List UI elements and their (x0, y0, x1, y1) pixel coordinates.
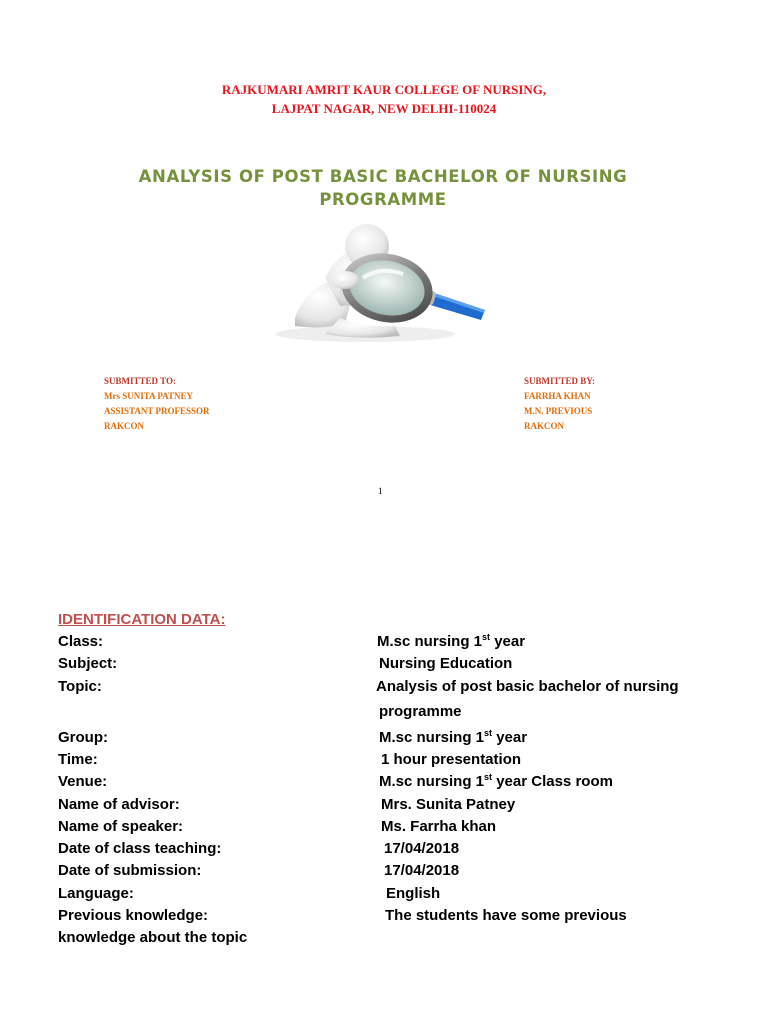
submitted-by-name: FARRHA KHAN (524, 391, 591, 401)
language-label: Language: (58, 885, 134, 902)
speaker-value: Ms. Farrha khan (381, 818, 497, 835)
identification-heading: IDENTIFICATION DATA: (58, 611, 226, 628)
submission-date-value: 17/04/2018 (384, 862, 460, 879)
college-name: RAJKUMARI AMRIT KAUR COLLEGE OF NURSING, (221, 82, 547, 97)
submitted-to-block (104, 374, 209, 434)
group-value: M.sc nursing 1st year (379, 728, 528, 746)
time-label: Time: (58, 751, 98, 768)
venue-label: Venue: (58, 773, 108, 790)
submitted-to-heading: SUBMITTED TO: (104, 376, 176, 386)
topic-value-line1: Analysis of post basic bachelor of nursing (376, 678, 679, 695)
venue-value: M.sc nursing 1st year Class room (379, 772, 613, 790)
topic-label: Topic: (58, 678, 102, 695)
teaching-date-label: Date of class teaching: (58, 840, 222, 857)
time-value: 1 hour presentation (381, 751, 522, 768)
submitted-by-heading: SUBMITTED BY: (524, 376, 595, 386)
previous-knowledge-value-continued: knowledge about the topic (58, 929, 248, 946)
teaching-date-value: 17/04/2018 (384, 840, 460, 857)
previous-knowledge-label: Previous knowledge: (58, 907, 209, 924)
subject-label: Subject: (58, 655, 118, 672)
page-number: 1 (378, 486, 383, 496)
magnifying-glass-figure-icon (245, 218, 503, 342)
college-address: LAJPAT NAGAR, NEW DELHI-110024 (271, 101, 497, 116)
advisor-value: Mrs. Sunita Patney (381, 796, 516, 813)
submitted-by-block (524, 374, 595, 434)
submitted-to-institute: RAKCON (104, 421, 144, 431)
submitted-to-designation: ASSISTANT PROFESSOR (104, 406, 210, 416)
language-value: English (386, 885, 441, 902)
previous-knowledge-value: The students have some previous (385, 907, 627, 924)
topic-value-line2: programme (379, 703, 462, 720)
class-label: Class: (58, 633, 104, 650)
class-value: M.sc nursing 1st year (377, 632, 526, 650)
submitted-by-designation: M.N. PREVIOUS (524, 406, 593, 416)
subject-value: Nursing Education (379, 655, 513, 672)
document-title: ANALYSIS OF POST BASIC BACHELOR OF NURSING PROGRAMME (138, 167, 628, 209)
submitted-to-name: Mrs SUNITA PATNEY (104, 391, 194, 401)
advisor-label: Name of advisor: (58, 796, 180, 813)
submission-date-label: Date of submission: (58, 862, 202, 879)
speaker-label: Name of speaker: (58, 818, 184, 835)
submitted-by-institute: RAKCON (524, 421, 564, 431)
group-label: Group: (58, 729, 108, 746)
